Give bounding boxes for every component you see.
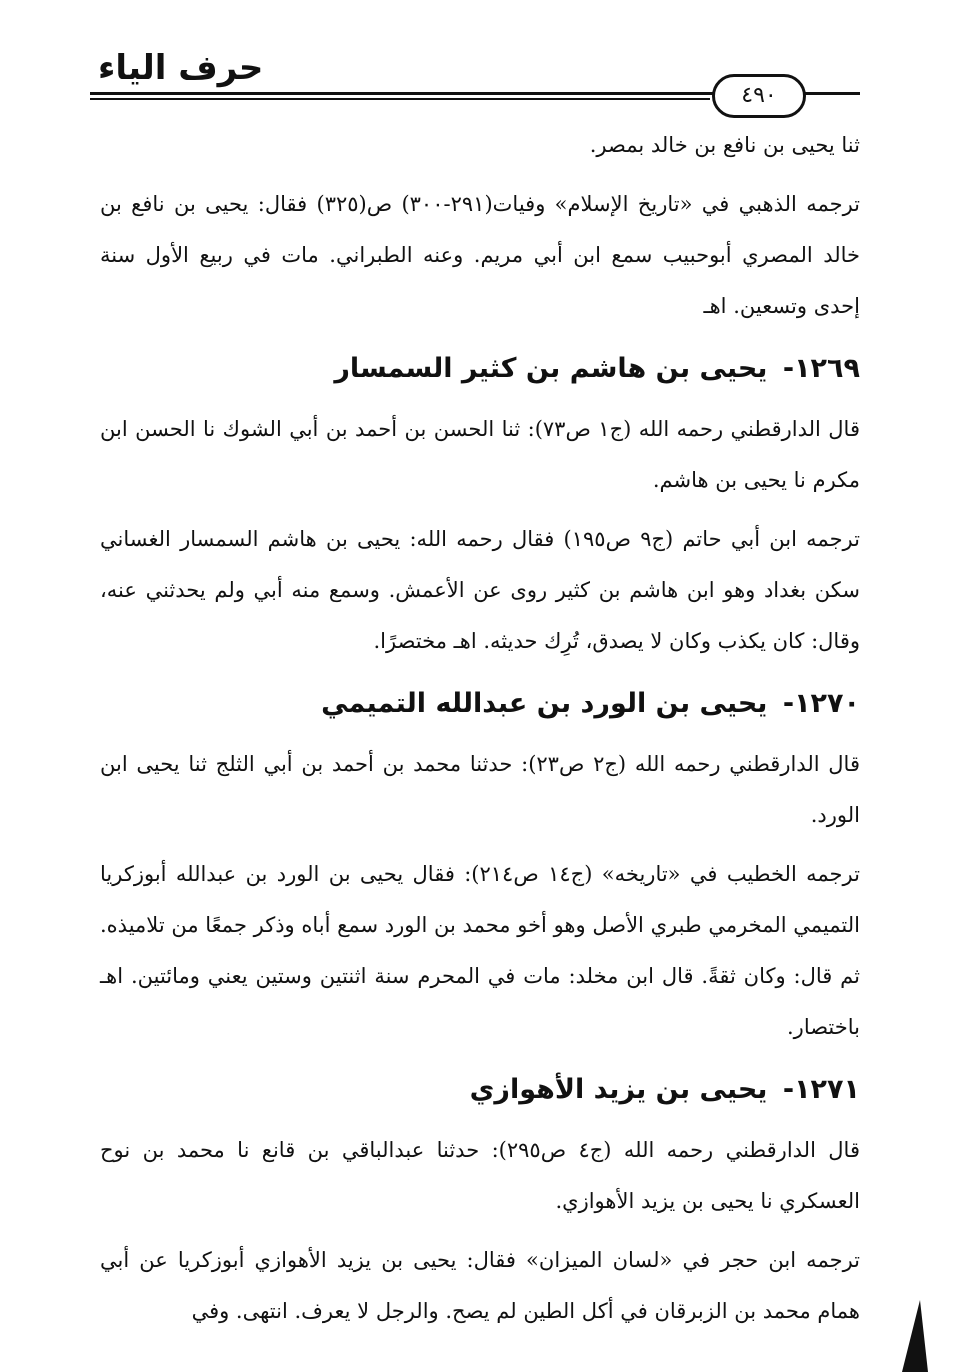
paragraph: ترجمه ابن أبي حاتم (ج٩ ص١٩٥) فقال رحمه الله: يحيى بن هاشم السمسار الغساني سكن بغداد وهو ابن هاشم بن كثير روى عن الأعمش. وسمع منه أبي ولم يحدثني عنه، وقال: كان يكذب وكان لا يصدق، تُرِك حديثه. اهـ مختصرًا.: [100, 527, 860, 653]
paragraph: قال الدارقطني رحمه الله (ج١ ص٧٣): ثنا الحسن بن أحمد بن أبي الشوك نا الحسن ابن مكرم نا يحيى بن هاشم.: [100, 417, 860, 492]
paragraph: ترجمه ابن حجر في «لسان الميزان» فقال: يحيى بن يزيد الأهوازي أبوزكريا عن أبي همام محمد بن الزبرقان في أكل الطين لم يصح. والرجل لا يعرف. انتهى. وفي: [100, 1248, 860, 1323]
page-number-badge: ٤٩٠: [712, 74, 806, 118]
paragraph: ثنا يحيى بن نافع بن خالد بمصر.: [589, 133, 860, 157]
entry-title: يحيى بن يزيد الأهوازي: [469, 1074, 768, 1105]
scan-edge-mark: [902, 1300, 928, 1372]
page-header: [90, 40, 860, 110]
entry-heading: [100, 675, 860, 733]
entry-title: يحيى بن الورد بن عبدالله التميمي: [321, 688, 768, 719]
paragraph: قال الدارقطني رحمه الله (ج٤ ص٢٩٥): حدثنا عبدالباقي بن قانع نا محمد بن نوح العسكري نا يحيى بن يزيد الأهوازي.: [100, 1138, 860, 1213]
paragraph: ترجمه الخطيب في «تاريخه» (ج١٤ ص٢١٤): فقال يحيى بن الورد بن عبدالله أبوزكريا التميمي المخرمي طبري الأصل وهو أخو محمد بن الورد سمع أباه وذكر جمعًا من تلاميذه. ثم قال: وكان ثقةً. قال ابن مخلد: مات في المحرم سنة اثنتين وستين يعني ومائتين. اهـ باختصار.: [100, 862, 860, 1039]
entry-heading: [100, 1061, 860, 1119]
page-body: [100, 120, 860, 1345]
paragraph: ترجمه الذهبي في «تاريخ الإسلام» وفيات(٢٩١-٣٠٠) ص(٣٢٥) فقال: يحيى بن نافع بن خالد المصري أبوحبيب سمع ابن أبي مريم. وعنه الطبراني. مات في ربيع الأول سنة إحدى وتسعين. اهـ: [100, 192, 861, 318]
entry-number: ١٢٧٠-: [782, 688, 860, 719]
header-rule-secondary: [90, 98, 710, 100]
running-title: حرف الياء: [98, 48, 264, 88]
entry-number: ١٢٦٩-: [782, 353, 860, 384]
entry-heading: [100, 340, 860, 398]
entry-number: ١٢٧١-: [782, 1074, 860, 1105]
entry-title: يحيى بن هاشم بن كثير السمسار: [334, 353, 768, 384]
paragraph: قال الدارقطني رحمه الله (ج٢ ص٢٣): حدثنا محمد بن أحمد بن أبي الثلج ثنا يحيى ابن الورد.: [100, 752, 860, 827]
